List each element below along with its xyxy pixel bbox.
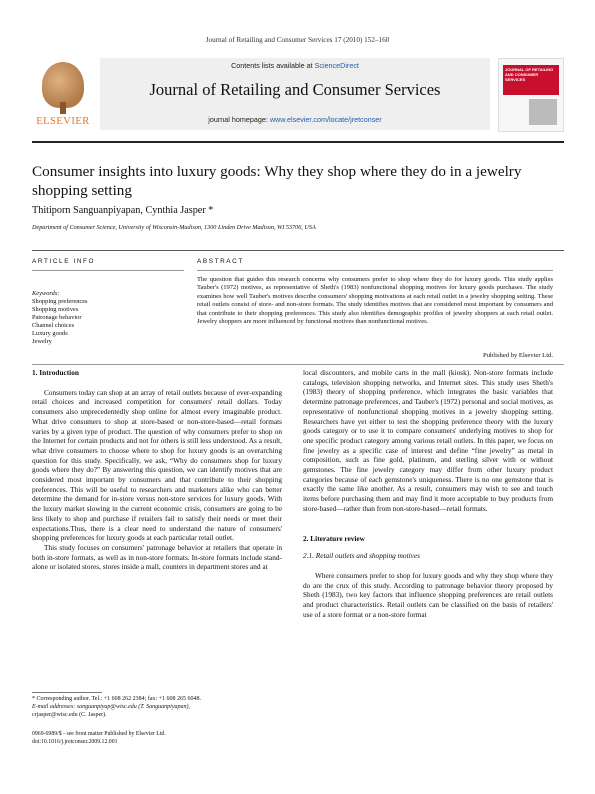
keyword-item[interactable]: Patronage behavior [32,314,82,321]
homepage-line [100,115,490,124]
section-1-heading: 1. Introduction [32,368,79,377]
contents-prefix: Contents lists available at [231,61,313,70]
journal-banner [100,58,490,130]
keyword-item[interactable]: Shopping motives [32,306,79,313]
article-authors: Thitiporn Sanguanpiyapan, Cynthia Jasper * [32,205,214,216]
article-info-heading: ARTICLE INFO [32,258,96,265]
footnote-email-2[interactable]: crjasper@wisc.edu (C. Jasper). [32,712,107,718]
section-2-heading: 2. Literature review [303,533,365,543]
intro-paragraph-1: Consumers today can shop at an array of retail outlets because of ever-expanding retail choices and increased competition for consumers' retail dollars. Today consumers also unprecedentedly shop online for almost every imaginable product. What drive consumers to shop at store-based or non-store-based—retail formats varies by a given type of product. The question of why consumers prefer to shop on the Internet for certain products and not for others is still less understood. As a result, what drive consumers to choose where to shop for luxury goods is an overarching question for this study. Specifically, we ask, “Why do consumers shop for luxury goods where they do?” By answering this question, we can identify motives that are considered most important by consumers and that contribute to their shopping preferences. This will be useful to researchers and marketers alike who can better determine the demand for in-store versus non-store services for luxury goods. With the luxury market slowing in the current economic crisis, consumers are going to be less likely to shop and purchase if retailers fail to satisfy their needs or meet their expectations.Thus, there is a clear need to understand the nature of consumers' shopping preferences for luxury goods at each particular retail outlet. [32,387,282,543]
masthead-divider [32,141,564,143]
keywords-label: Keywords: [32,290,60,297]
footnote-email[interactable]: E-mail addresses: sanguanpiyap@wisc.edu (T. Sanguanpiyapan), [32,704,191,710]
right-column [303,368,553,619]
elsevier-wordmark: ELSEVIER [36,116,90,127]
trunk-icon [60,102,66,114]
published-by: Published by Elsevier Ltd. [483,352,553,359]
abstract-heading: ABSTRACT [197,258,244,265]
footnote-rule [32,692,102,693]
abstract-underline [197,270,553,271]
keyword-item[interactable]: Luxury goods [32,330,68,337]
abstract-bottom-rule [32,364,564,365]
doi-line[interactable]: doi:10.1016/j.jretconser.2009.12.001 [32,739,118,745]
cover-image [529,99,557,125]
article-title: Consumer insights into luxury goods: Why they shop where they do in a jewelry shopping setting [32,163,522,199]
intro-paragraph-2: This study focuses on consumers' patronage behavior at retailers that operate in both in-store formats, as well as in non-store formats. In-store formats include stand-alone or isolated stores, stores inside a mall, counters in department stores and at [32,542,282,572]
info-divider [32,250,564,251]
journal-title: Journal of Retailing and Consumer Services [149,80,441,99]
abstract-text: The question that guides this research concerns why consumers prefer to shop where they do for luxury goods. This study applies Tauber's (1972) motives, as representative of Sheth's (1983) nonfunctional shopping motives for luxury goods purchases. The study examines how well Tauber's motives describe consumers' shopping motivations at each retail outlet in a jewelry shopping setting. These retail outlets consist of store- and non-store formats. The study identifies motives that are considered most important by consumers and that contribute to their shopping preferences. This study also identifies demographic profiles of jewelry shoppers at each retail outlet. Jewelry shoppers are more influenced by functional motives than nonfunctional motives. [197,276,553,326]
elsevier-logo[interactable] [32,58,94,128]
homepage-prefix: journal homepage: [208,115,268,124]
keyword-item[interactable]: Jewelry [32,338,52,345]
lit-review-paragraph-1: Where consumers prefer to shop for luxury goods and why they shop where they do are the crux of this study. According to patronage behavior theory proposed by Sheth (1983), two key factors that influence shopping preferences are retail outlets and product characteristics. Retail outlets can be classified on the basis of retailers' use of a store format or a non-store format [303,570,553,619]
footnote-corresponding: * Corresponding author. Tel.: +1 608 262 2384; fax: +1 608 265 6048. [32,696,202,702]
info-underline [32,270,184,271]
keyword-item[interactable]: Shopping preferences [32,298,88,305]
contents-line [100,61,490,70]
cover-title: JOURNAL OF RETAILING AND CONSUMER SERVICES [505,67,554,82]
intro-paragraph-3: local discounters, and mobile carts in the mall (kiosk). Non-store formats include catalogs, television shopping networks, and Internet sites. This study uses Sheth's (1983) theory of shopping preference, which integrates the basic variables that determine patronage preferences, and Tauber's (1972) personal and social motives, as representative of nonfunctional shopping motives in a jewelry shopping setting. Researchers have yet either to test the shopping preference theory with the luxury goods category or to use it to compare consumers' underlying motives to shop for one specific product category among various retail outlets. In this paper, we focus on fine jewelry as a specific case of interest and define “fine jewelry” as metal in composition, such as fine gold, platinum, and sterling silver with or without gemstones. The fine jewelry category may differ from other luxury product categories because of each gemstone's uniqueness. There is no one gemstone that is exactly the same like another. As a result, consumers may wish to see and touch items before purchasing them and may find it more acceptable to buy products from store-based—rather than from non-store-based—retail formats. [303,368,553,513]
keywords-block [32,290,88,346]
left-column [32,368,282,572]
running-head: Journal of Retailing and Consumer Services 17 (2010) 152–160 [205,36,390,44]
journal-cover[interactable] [498,58,564,132]
footnote [32,695,282,719]
keyword-item[interactable]: Channel choices [32,322,75,329]
section-2-1-heading: 2.1. Retail outlets and shopping motives [303,551,420,561]
author-affiliation: Department of Consumer Science, University of Wisconsin-Madison, 1300 Linden Drive Madison, WI 53706, USA [32,224,316,231]
issn-line: 0969-6989/$ - see front matter Published by Elsevier Ltd. [32,731,166,737]
masthead [32,58,564,138]
sciencedirect-link[interactable]: ScienceDirect [314,61,359,70]
homepage-link[interactable]: www.elsevier.com/locate/jretconser [269,115,382,124]
front-matter [32,730,282,746]
